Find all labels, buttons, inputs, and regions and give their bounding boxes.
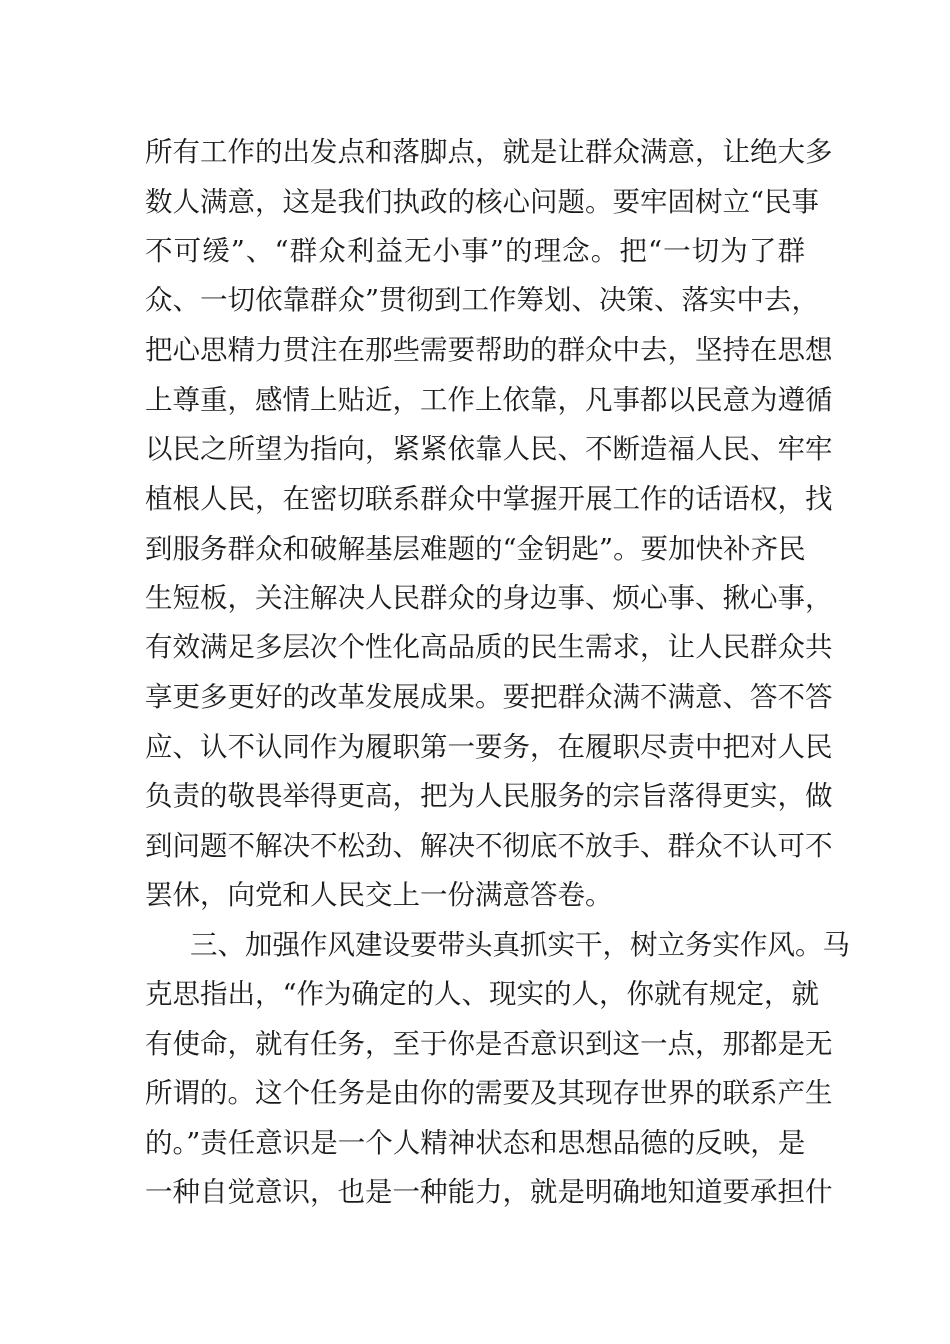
- text-line-8: 植根人民，在密切联系群众中掌握开展工作的话语权，找: [145, 483, 833, 515]
- text-line-15: 到问题不解决不松劲、解决不彻底不放手、群众不认可不: [145, 830, 833, 862]
- text-line-22: 一种自觉意识，也是一种能力，就是明确地知道要承担什: [145, 1176, 833, 1208]
- text-line-3: 不可缓”、“群众利益无小事”的理念。把“一切为了群: [145, 235, 805, 267]
- text-line-10: 生短板，关注解决人民群众的身边事、烦心事、揪心事，: [145, 582, 833, 614]
- text-line-7: 以民之所望为指向，紧紧依靠人民、不断造福人民、牢牢: [145, 433, 833, 465]
- text-line-13: 应、认不认同作为履职第一要务，在履职尽责中把对人民: [145, 731, 833, 763]
- text-line-6: 上尊重，感情上贴近，工作上依靠，凡事都以民意为遵循: [145, 384, 833, 416]
- text-line-16: 罢休，向党和人民交上一份满意答卷。: [145, 879, 613, 911]
- text-line-11: 有效满足多层次个性化高品质的民生需求，让人民群众共: [145, 631, 833, 663]
- text-line-2: 数人满意，这是我们执政的核心问题。要牢固树立“民事: [145, 186, 820, 218]
- text-line-12: 享更多更好的改革发展成果。要把群众满不满意、答不答: [145, 681, 833, 713]
- text-line-18: 克思指出，“作为确定的人、现实的人，你就有规定，就: [145, 978, 820, 1010]
- text-line-19: 有使命，就有任务，至于你是否意识到这一点，那都是无: [145, 1028, 833, 1060]
- text-line-21: 的。”责任意识是一个人精神状态和思想品德的反映，是: [145, 1127, 806, 1159]
- text-line-9: 到服务群众和破解基层难题的“金钥匙”。要加快补齐民: [145, 533, 806, 565]
- text-line-14: 负责的敬畏举得更高，把为人民服务的宗旨落得更实，做: [145, 780, 833, 812]
- text-line-1: 所有工作的出发点和落脚点，就是让群众满意，让绝大多: [145, 136, 833, 168]
- text-line-17: 三、加强作风建设要带头真抓实干，树立务实作风。马: [190, 929, 850, 961]
- text-line-5: 把心思精力贯注在那些需要帮助的群众中去，坚持在思想: [145, 334, 833, 366]
- text-line-4: 众、一切依靠群众”贯彻到工作筹划、决策、落实中去，: [145, 284, 820, 316]
- text-line-20: 所谓的。这个任务是由你的需要及其现存世界的联系产生: [145, 1077, 833, 1109]
